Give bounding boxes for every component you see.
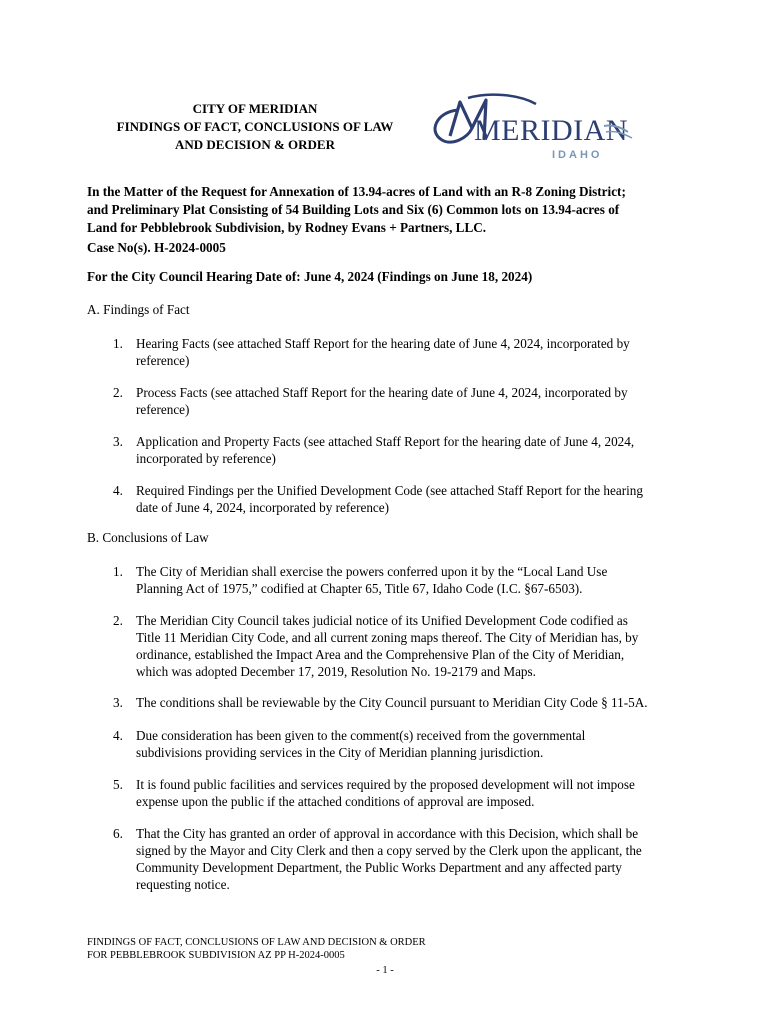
matter-line-1: In the Matter of the Request for Annexation of 13.94-acres of Land with an R-8 Zoning District; <box>87 184 626 199</box>
item-number: 4. <box>113 728 123 743</box>
item-line: Application and Property Facts (see attached Staff Report for the hearing date of June 4, 2024, <box>136 434 635 449</box>
item-line: which was adopted December 17, 2019, Resolution No. 19-2179 and Maps. <box>136 664 536 679</box>
item-number: 3. <box>113 434 123 449</box>
conclusion-item <box>113 776 683 810</box>
item-number: 2. <box>113 613 123 628</box>
conclusion-item <box>113 727 683 761</box>
item-line: ordinance, established the Impact Area and the Comprehensive Plan of the City of Meridian, <box>136 647 625 662</box>
item-line: Title 11 Meridian City Code, and all current zoning maps thereof. The City of Meridian has, by <box>136 630 639 645</box>
item-line: reference) <box>136 353 190 368</box>
finding-item <box>113 335 683 369</box>
item-line: It is found public facilities and services required by the proposed development will not impose <box>136 777 635 792</box>
item-number: 1. <box>113 336 123 351</box>
item-line: Due consideration has been given to the comment(s) received from the governmental <box>136 728 586 743</box>
heading-line-1: CITY OF MERIDIAN <box>192 101 318 116</box>
logo-subtitle: IDAHO <box>552 149 603 161</box>
item-line: Required Findings per the Unified Development Code (see attached Staff Report for the hearing <box>136 483 643 498</box>
matter-line-2: and Preliminary Plat Consisting of 54 Building Lots and Six (6) Common lots on 13.94-acres of <box>87 202 620 217</box>
item-line: The City of Meridian shall exercise the powers conferred upon it by the “Local Land Use <box>136 564 608 579</box>
item-line: expense upon the public if the attached conditions of approval are imposed. <box>136 794 535 809</box>
item-line: incorporated by reference) <box>136 451 276 466</box>
finding-item <box>113 482 683 516</box>
item-number: 2. <box>113 385 123 400</box>
case-label: Case No(s). <box>87 240 151 255</box>
item-line: The Meridian City Council takes judicial notice of its Unified Development Code codified as <box>136 613 628 628</box>
item-line: signed by the Mayor and City Clerk and then a copy served by the Clerk upon the applicant, the <box>136 843 642 858</box>
page-footer <box>87 936 426 962</box>
item-number: 1. <box>113 564 123 579</box>
conclusion-item <box>113 825 683 893</box>
conclusion-item <box>113 612 683 680</box>
heading-line-3: AND DECISION & ORDER <box>175 137 335 152</box>
item-number: 6. <box>113 826 123 841</box>
meridian-logo <box>428 88 638 168</box>
section-b-title: B. Conclusions of Law <box>87 530 209 545</box>
conclusion-item <box>113 563 683 597</box>
section-a-title: A. Findings of Fact <box>87 302 190 317</box>
item-number: 4. <box>113 483 123 498</box>
footer-line-1: FINDINGS OF FACT, CONCLUSIONS OF LAW AND DECISION & ORDER <box>87 937 426 948</box>
document-heading <box>100 100 410 154</box>
conclusion-item <box>113 694 683 711</box>
page-number: - 1 - <box>376 965 394 976</box>
item-number: 3. <box>113 695 123 710</box>
item-line: requesting notice. <box>136 877 230 892</box>
footer-line-2: FOR PEBBLEBROOK SUBDIVISION AZ PP H-2024-0005 <box>87 950 345 961</box>
finding-item <box>113 433 683 467</box>
item-line: Community Development Department, the Public Works Department and any affected party <box>136 860 622 875</box>
case-number <box>87 240 226 256</box>
heading-line-2: FINDINGS OF FACT, CONCLUSIONS OF LAW <box>116 119 394 134</box>
item-line: Planning Act of 1975,” codified at Chapter 65, Title 67, Idaho Code (I.C. §67-6503). <box>136 581 583 596</box>
logo-wordmark: MERIDIAN <box>474 114 628 147</box>
matter-title <box>87 183 687 237</box>
item-line: That the City has granted an order of approval in accordance with this Decision, which shall be <box>136 826 639 841</box>
finding-item <box>113 384 683 418</box>
item-line: date of June 4, 2024, incorporated by reference) <box>136 500 390 515</box>
case-value: H-2024-0005 <box>154 240 226 255</box>
hearing-date: For the City Council Hearing Date of: June 4, 2024 (Findings on June 18, 2024) <box>87 269 533 284</box>
item-line: reference) <box>136 402 190 417</box>
item-number: 5. <box>113 777 123 792</box>
item-line: Hearing Facts (see attached Staff Report for the hearing date of June 4, 2024, incorporated by <box>136 336 630 351</box>
item-line: The conditions shall be reviewable by the City Council pursuant to Meridian City Code § 11-5A. <box>136 695 648 710</box>
item-line: Process Facts (see attached Staff Report for the hearing date of June 4, 2024, incorporated by <box>136 385 628 400</box>
item-line: subdivisions providing services in the City of Meridian planning jurisdiction. <box>136 745 544 760</box>
matter-line-3: Land for Pebblebrook Subdivision, by Rodney Evans + Partners, LLC. <box>87 220 487 235</box>
